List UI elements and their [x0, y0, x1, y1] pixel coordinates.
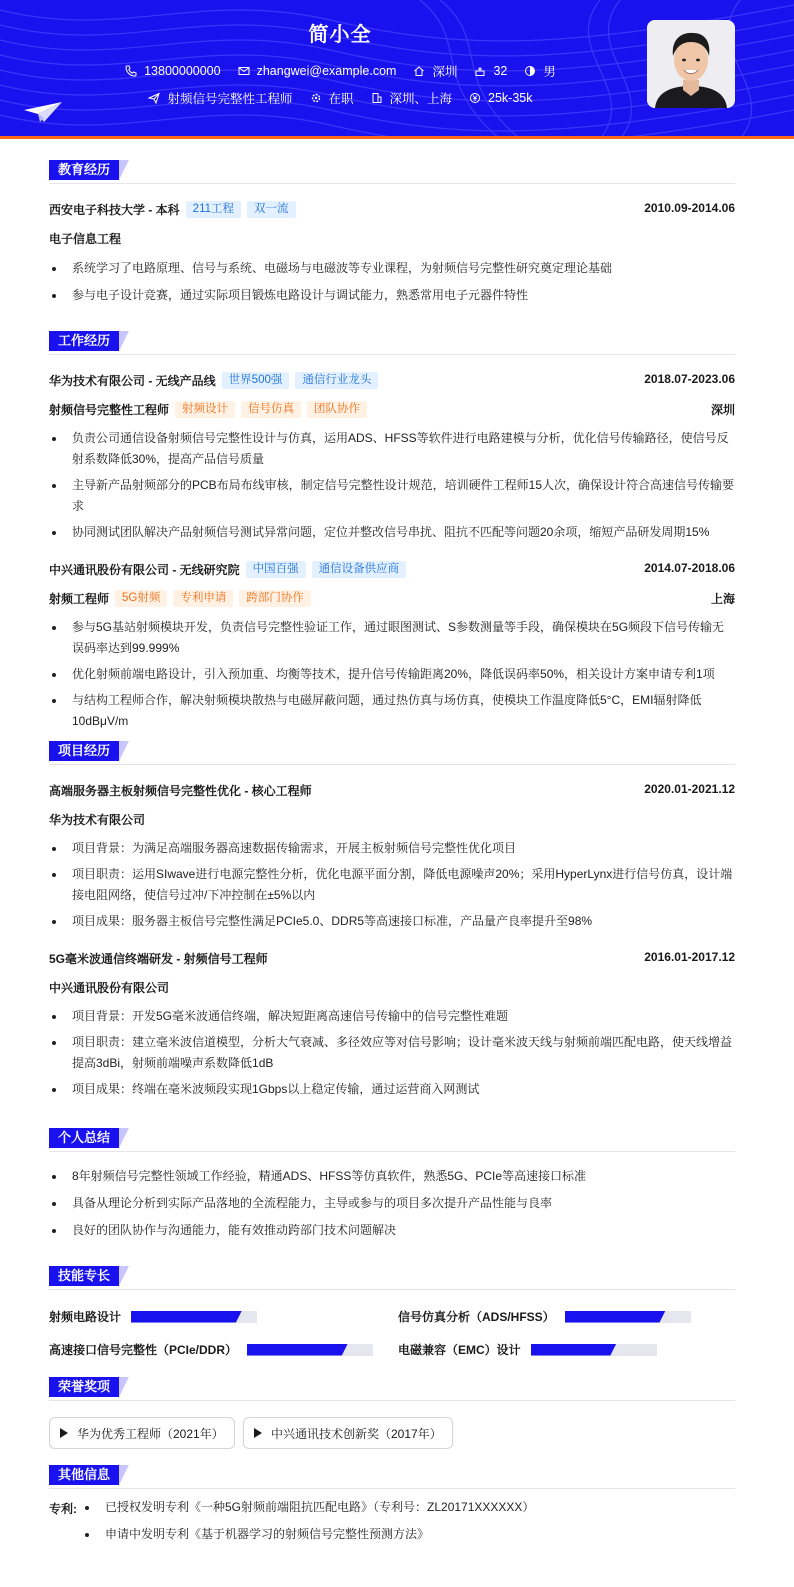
status-text: 在职 — [328, 92, 354, 106]
section-title: 工作经历 — [49, 331, 119, 351]
mail-icon — [237, 64, 251, 78]
skill-tag: 跨部门协作 — [239, 590, 311, 607]
skill-name: 射频电路设计 — [49, 1310, 122, 1324]
city-info — [412, 62, 457, 80]
list-item: 具备从理论分析到实际产品落地的全流程能力，主导或参与的项目多次提升产品性能与良率 — [49, 1193, 735, 1214]
skill-level — [131, 1311, 242, 1323]
salary-text: 25k-35k — [488, 91, 533, 105]
paper-plane-icon — [24, 100, 64, 124]
list-item: 主导新产品射频部分的PCB布局布线审核，制定信号完整性设计规范，培训硬件工程师15人次，确保设计符合高速信号传输要求 — [49, 475, 735, 517]
project-org: 华为技术有限公司 — [49, 813, 146, 827]
job-row — [49, 372, 735, 390]
section-title: 项目经历 — [49, 741, 119, 761]
skill-tag: 团队协作 — [307, 401, 367, 418]
status-info — [309, 89, 354, 107]
header-accent-bar — [0, 136, 794, 139]
play-icon — [60, 1428, 68, 1438]
other-section — [49, 1465, 735, 1575]
section-title: 技能专长 — [49, 1266, 119, 1286]
candidate-name: 简小全 — [308, 24, 372, 46]
skill-item — [49, 1341, 373, 1358]
list-item: 已授权发明专利《一种5G射频前端阻抗匹配电路》（专利号：ZL20171XXXXXX） — [82, 1497, 732, 1518]
list-item: 参与5G基站射频模块开发，负责信号完整性验证工作，通过眼图测试、S参数测量等手段，确保模块在5G频段下信号传输无误码率达到99.999% — [49, 617, 735, 659]
salary-info — [468, 91, 532, 105]
summary-section — [49, 1128, 735, 1241]
company-tag: 中国百强 — [246, 561, 306, 578]
role-title: 射频信号完整性工程师 — [49, 403, 170, 417]
avatar — [647, 20, 735, 108]
list-item: 优化射频前端电路设计，引入预加重、均衡等技术，提升信号传输距离20%，降低误码率50%，相关设计方案申请专利1项 — [49, 664, 735, 685]
job-period: 2018.07-2023.06 — [644, 372, 735, 386]
job-bullets — [49, 428, 735, 543]
project-org: 中兴通讯股份有限公司 — [49, 981, 170, 995]
education-bullets — [49, 258, 735, 306]
school-tag: 211工程 — [186, 201, 241, 218]
section-header — [49, 1128, 735, 1152]
role-row — [49, 590, 735, 608]
phone-icon — [124, 64, 138, 78]
skill-bar — [565, 1311, 691, 1323]
list-item: 项目背景：开发5G毫米波通信终端，解决短距离高速信号传输中的信号完整性难题 — [49, 1006, 735, 1027]
education-row — [49, 201, 735, 219]
company-tag: 世界500强 — [222, 372, 290, 389]
role-row — [49, 401, 735, 419]
gender-text: 男 — [543, 65, 556, 79]
age-info — [473, 64, 507, 78]
money-icon — [468, 91, 482, 105]
project-bullets — [49, 838, 735, 932]
list-item: 项目职责：建立毫米波信道模型，分析大气衰减、多径效应等对信号影响；设计毫米波天线与射频前端匹配电路，使天线增益提高3dBi，射频前端噪声系数降低1dB — [49, 1032, 735, 1074]
section-header — [49, 1377, 735, 1401]
company-tag: 通信设备供应商 — [312, 561, 407, 578]
contact-row — [0, 62, 680, 80]
section-header — [49, 331, 735, 355]
home-icon — [412, 64, 426, 78]
skill-bar — [531, 1344, 657, 1356]
list-item: 申请中发明专利《基于机器学习的射频信号完整性预测方法》 — [82, 1524, 732, 1545]
job-location: 深圳 — [710, 403, 735, 417]
gender-icon — [523, 64, 537, 78]
honor-text: 中兴通讯技术创新奖（2017年） — [271, 1426, 442, 1441]
patent-label: 专利: — [49, 1502, 77, 1516]
role-title: 射频工程师 — [49, 592, 110, 606]
project-period: 2016.01-2017.12 — [644, 950, 735, 964]
company-name: 中兴通讯股份有限公司 - 无线研究院 — [49, 563, 240, 577]
education-section — [49, 160, 735, 306]
skill-tag: 5G射频 — [115, 590, 167, 607]
age-icon — [473, 64, 487, 78]
list-item: 项目成果：终端在毫米波频段实现1Gbps以上稳定传输，通过运营商入网测试 — [49, 1079, 735, 1100]
section-title: 荣誉奖项 — [49, 1377, 119, 1397]
building-icon — [370, 91, 384, 105]
status-icon — [309, 91, 323, 105]
job-location: 上海 — [710, 592, 735, 606]
skill-item — [398, 1308, 691, 1325]
target-city-info — [370, 89, 453, 107]
skill-tag: 信号仿真 — [241, 401, 301, 418]
list-item: 与结构工程师合作，解决射频模块散热与电磁屏蔽问题，通过热仿真与场仿真，使模块工作温度降低5°C，EMI辐射降低10dBμV/m — [49, 690, 735, 732]
section-header — [49, 160, 735, 184]
honor-item — [243, 1417, 453, 1449]
city-text: 深圳 — [432, 65, 458, 79]
position-info — [147, 89, 292, 107]
job-row — [49, 561, 735, 579]
skill-level — [565, 1311, 666, 1323]
email-text: zhangwei@example.com — [256, 64, 397, 78]
list-item: 项目成果：服务器主板信号完整性满足PCIe5.0、DDR5等高速接口标准，产品量产良率提升至98% — [49, 911, 735, 932]
skill-tag: 射频设计 — [175, 401, 235, 418]
skill-name: 高速接口信号完整性（PCIe/DDR） — [49, 1343, 238, 1357]
skill-bar — [131, 1311, 257, 1323]
list-item: 协同测试团队解决产品射频信号测试异常问题，定位并整改信号串扰、阻抗不匹配等问题20余项，缩短产品研发周期15% — [49, 522, 735, 543]
projects-section — [49, 741, 735, 1100]
section-title: 个人总结 — [49, 1128, 119, 1148]
section-title: 其他信息 — [49, 1465, 119, 1485]
list-item: 项目职责：运用SIwave进行电源完整性分析，优化电源平面分割，降低电源噪声20%；采用HyperLynx进行信号仿真，设计端接电阻网络，使信号过冲/下冲控制在±5%以内 — [49, 864, 735, 906]
skill-level — [531, 1344, 617, 1356]
project-row — [49, 950, 735, 968]
skill-level — [247, 1344, 348, 1356]
school-name: 西安电子科技大学 - 本科 — [49, 203, 180, 217]
work-section — [49, 331, 735, 732]
patent-list — [82, 1497, 732, 1545]
list-item: 负责公司通信设备射频信号完整性设计与仿真，运用ADS、HFSS等软件进行电路建模与分析，优化信号传输路径，使信号反射系数降低30%，提高产品信号质量 — [49, 428, 735, 470]
email-info — [237, 64, 397, 78]
list-item: 系统学习了电路原理、信号与系统、电磁场与电磁波等专业课程，为射频信号完整性研究奠定理论基础 — [49, 258, 735, 279]
phone-info — [124, 64, 220, 78]
list-item: 8年射频信号完整性领域工作经验，精通ADS、HFSS等仿真软件，熟悉5G、PCIe等高速接口标准 — [49, 1166, 735, 1187]
job-bullets — [49, 617, 735, 732]
project-title: 高端服务器主板射频信号完整性优化 - 核心工程师 — [49, 784, 312, 798]
section-title: 教育经历 — [49, 160, 119, 180]
honor-text: 华为优秀工程师（2021年） — [77, 1426, 224, 1441]
list-item: 参与电子设计竞赛，通过实际项目锻炼电路设计与调试能力，熟悉常用电子元器件特性 — [49, 285, 735, 306]
education-period: 2010.09-2014.06 — [644, 201, 735, 215]
target-city-text: 深圳、上海 — [389, 92, 453, 106]
play-icon — [254, 1428, 262, 1438]
resume-header — [0, 0, 794, 139]
section-header — [49, 1465, 735, 1489]
job-row — [0, 89, 680, 107]
project-row — [49, 782, 735, 800]
section-header — [49, 741, 735, 765]
skill-name: 信号仿真分析（ADS/HFSS） — [398, 1310, 555, 1324]
school-tag: 双一流 — [247, 201, 296, 218]
skills-section — [49, 1266, 735, 1366]
list-item: 项目背景：为满足高端服务器高速数据传输需求，开展主板射频信号完整性优化项目 — [49, 838, 735, 859]
age-text: 32 — [493, 64, 508, 78]
honor-item — [49, 1417, 235, 1449]
skill-name: 电磁兼容（EMC）设计 — [398, 1343, 521, 1357]
project-bullets — [49, 1006, 735, 1100]
skill-item — [49, 1308, 257, 1325]
skill-tag: 专利申请 — [173, 590, 233, 607]
send-icon — [147, 91, 161, 105]
phone-text: 13800000000 — [144, 64, 221, 78]
position-text: 射频信号完整性工程师 — [167, 92, 293, 106]
company-tag: 通信行业龙头 — [295, 372, 378, 389]
summary-bullets — [49, 1166, 735, 1241]
major: 电子信息工程 — [49, 232, 122, 246]
section-header — [49, 1266, 735, 1290]
project-period: 2020.01-2021.12 — [644, 782, 735, 796]
skill-item — [398, 1341, 657, 1358]
project-title: 5G毫米波通信终端研发 - 射频信号工程师 — [49, 952, 268, 966]
job-period: 2014.07-2018.06 — [644, 561, 735, 575]
list-item: 良好的团队协作与沟通能力，能有效推动跨部门技术问题解决 — [49, 1220, 735, 1241]
gender-info — [523, 62, 556, 80]
company-name: 华为技术有限公司 - 无线产品线 — [49, 374, 216, 388]
honors-section — [49, 1377, 735, 1457]
skill-bar — [247, 1344, 373, 1356]
